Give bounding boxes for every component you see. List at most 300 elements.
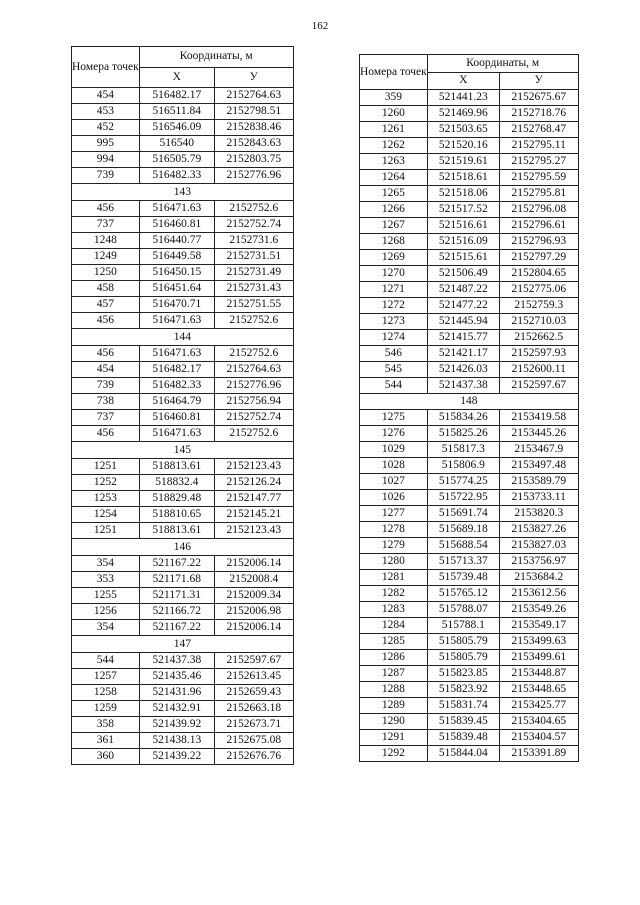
coord-y: 2152731.43 — [214, 281, 293, 297]
coord-y: 2152008.4 — [214, 572, 293, 588]
point-number: 1285 — [360, 634, 428, 650]
coord-y: 2152675.08 — [214, 733, 293, 749]
coord-y: 2152795.81 — [499, 186, 578, 202]
coord-x: 515691.74 — [427, 506, 499, 522]
coord-y: 2152006.98 — [214, 604, 293, 620]
coord-x: 516482.33 — [139, 378, 214, 394]
point-number: 1256 — [72, 604, 140, 620]
coord-y: 2153404.57 — [499, 730, 578, 746]
table-row — [360, 554, 579, 570]
table-row — [72, 249, 294, 265]
coord-x: 521435.46 — [139, 669, 214, 685]
coord-y: 2152662.5 — [499, 330, 578, 346]
coord-x: 515823.92 — [427, 682, 499, 698]
point-number: 1255 — [72, 588, 140, 604]
point-number: 1268 — [360, 234, 428, 250]
coord-x: 521421.17 — [427, 346, 499, 362]
point-number: 1276 — [360, 426, 428, 442]
table-row — [72, 297, 294, 313]
group-label: 147 — [72, 636, 294, 653]
coord-y: 2152768.47 — [499, 122, 578, 138]
table-row — [360, 138, 579, 154]
point-number: 1281 — [360, 570, 428, 586]
point-number: 994 — [72, 152, 140, 168]
coord-y: 2152795.11 — [499, 138, 578, 154]
point-number: 739 — [72, 168, 140, 184]
coord-x: 516482.17 — [139, 362, 214, 378]
coord-x: 521166.72 — [139, 604, 214, 620]
coord-x: 521518.61 — [427, 170, 499, 186]
coord-x: 516464.79 — [139, 394, 214, 410]
table-row — [360, 602, 579, 618]
coord-x: 521445.94 — [427, 314, 499, 330]
coord-x: 521520.16 — [427, 138, 499, 154]
coord-y: 2152838.46 — [214, 120, 293, 136]
point-number: 359 — [360, 90, 428, 106]
point-number: 1251 — [72, 523, 140, 539]
coord-y: 2153589.79 — [499, 474, 578, 490]
coordinates-table-left — [71, 46, 294, 765]
coord-x: 516511.84 — [139, 104, 214, 120]
point-number: 1253 — [72, 491, 140, 507]
point-number: 457 — [72, 297, 140, 313]
point-number: 1248 — [72, 233, 140, 249]
coord-y: 2152776.96 — [214, 168, 293, 184]
coord-y: 2153448.65 — [499, 682, 578, 698]
table-row — [360, 122, 579, 138]
coord-x: 521506.49 — [427, 266, 499, 282]
table-row — [72, 88, 294, 104]
point-number: 454 — [72, 88, 140, 104]
table-row — [360, 634, 579, 650]
point-number: 354 — [72, 620, 140, 636]
coord-x: 515839.45 — [427, 714, 499, 730]
table-row — [360, 90, 579, 106]
point-number: 1263 — [360, 154, 428, 170]
table-row — [72, 604, 294, 620]
group-row — [72, 539, 294, 556]
coord-y: 2152752.6 — [214, 201, 293, 217]
coord-x: 516471.63 — [139, 426, 214, 442]
coord-y: 2153733.11 — [499, 490, 578, 506]
point-number: 1289 — [360, 698, 428, 714]
table-row — [360, 506, 579, 522]
coord-x: 521517.52 — [427, 202, 499, 218]
coord-x: 515825.26 — [427, 426, 499, 442]
table-row — [72, 104, 294, 120]
table-row — [360, 730, 579, 746]
coord-x: 515713.37 — [427, 554, 499, 570]
table-row — [72, 620, 294, 636]
table-row — [72, 475, 294, 491]
coord-y: 2152764.63 — [214, 362, 293, 378]
point-number: 358 — [72, 717, 140, 733]
table-row — [360, 186, 579, 202]
coord-x: 516471.63 — [139, 313, 214, 329]
point-number: 1250 — [72, 265, 140, 281]
coord-y: 2152752.6 — [214, 313, 293, 329]
coord-y: 2152752.74 — [214, 217, 293, 233]
point-number: 452 — [72, 120, 140, 136]
table-row — [72, 588, 294, 604]
coord-y: 2152613.45 — [214, 669, 293, 685]
point-number: 1290 — [360, 714, 428, 730]
point-number: 1257 — [72, 669, 140, 685]
table-row — [72, 362, 294, 378]
point-number: 456 — [72, 426, 140, 442]
coord-y: 2153419.58 — [499, 410, 578, 426]
coord-x: 521167.22 — [139, 556, 214, 572]
coord-x: 516470.71 — [139, 297, 214, 313]
coord-x: 521171.68 — [139, 572, 214, 588]
point-number: 1279 — [360, 538, 428, 554]
table-row — [72, 733, 294, 749]
table-row — [72, 459, 294, 475]
coord-y: 2152597.67 — [499, 378, 578, 394]
coord-y: 2152731.49 — [214, 265, 293, 281]
table-row — [72, 394, 294, 410]
coord-y: 2152804.65 — [499, 266, 578, 282]
point-number: 456 — [72, 313, 140, 329]
coord-x: 516505.79 — [139, 152, 214, 168]
table-row — [72, 701, 294, 717]
header-point-numbers: Номера точек — [360, 55, 428, 90]
point-number: 458 — [72, 281, 140, 297]
point-number: 739 — [72, 378, 140, 394]
coord-x: 515688.54 — [427, 538, 499, 554]
point-number: 1258 — [72, 685, 140, 701]
table-row — [360, 650, 579, 666]
point-number: 545 — [360, 362, 428, 378]
table-row — [360, 426, 579, 442]
group-row — [360, 394, 579, 410]
point-number: 1271 — [360, 282, 428, 298]
coord-x: 518829.48 — [139, 491, 214, 507]
table-row — [72, 669, 294, 685]
coord-x: 521171.31 — [139, 588, 214, 604]
point-number: 1264 — [360, 170, 428, 186]
coord-y: 2152126.24 — [214, 475, 293, 491]
table-row — [72, 281, 294, 297]
point-number: 1291 — [360, 730, 428, 746]
table-row — [360, 266, 579, 282]
coord-y: 2152123.43 — [214, 459, 293, 475]
table-row — [72, 653, 294, 669]
table-row — [72, 717, 294, 733]
coord-x: 515805.79 — [427, 634, 499, 650]
table-row — [360, 330, 579, 346]
coord-x: 515844.04 — [427, 746, 499, 762]
table-row — [72, 233, 294, 249]
coord-y: 2153827.26 — [499, 522, 578, 538]
table-row — [360, 474, 579, 490]
table-row — [360, 698, 579, 714]
coord-x: 515823.85 — [427, 666, 499, 682]
coord-x: 516540 — [139, 136, 214, 152]
coord-x: 521167.22 — [139, 620, 214, 636]
table-row — [360, 170, 579, 186]
coord-y: 2152731.6 — [214, 233, 293, 249]
table-row — [360, 490, 579, 506]
coord-y: 2152796.93 — [499, 234, 578, 250]
coord-x: 516449.58 — [139, 249, 214, 265]
coord-y: 2153612.56 — [499, 586, 578, 602]
coord-y: 2153756.97 — [499, 554, 578, 570]
point-number: 1026 — [360, 490, 428, 506]
header-x: X — [139, 67, 214, 88]
coord-x: 518810.65 — [139, 507, 214, 523]
page-number: 162 — [311, 20, 329, 32]
coord-y: 2153467.9 — [499, 442, 578, 458]
coord-x: 515788.1 — [427, 618, 499, 634]
table-row — [72, 507, 294, 523]
point-number: 1282 — [360, 586, 428, 602]
coord-y: 2152798.51 — [214, 104, 293, 120]
coord-y: 2153425.77 — [499, 698, 578, 714]
coord-x: 515805.79 — [427, 650, 499, 666]
header-y: У — [214, 67, 293, 88]
coord-y: 2153499.63 — [499, 634, 578, 650]
coord-y: 2152756.94 — [214, 394, 293, 410]
coord-y: 2153684.2 — [499, 570, 578, 586]
point-number: 1262 — [360, 138, 428, 154]
table-row — [72, 685, 294, 701]
coord-y: 2153445.26 — [499, 426, 578, 442]
coord-y: 2152147.77 — [214, 491, 293, 507]
group-label: 145 — [72, 442, 294, 459]
table-row — [360, 282, 579, 298]
coord-y: 2152123.43 — [214, 523, 293, 539]
point-number: 1254 — [72, 507, 140, 523]
coord-y: 2152759.3 — [499, 298, 578, 314]
coord-x: 515689.18 — [427, 522, 499, 538]
table-row — [360, 218, 579, 234]
point-number: 1261 — [360, 122, 428, 138]
point-number: 1027 — [360, 474, 428, 490]
coord-x: 515722.95 — [427, 490, 499, 506]
coord-x: 516482.33 — [139, 168, 214, 184]
point-number: 546 — [360, 346, 428, 362]
coord-y: 2152145.21 — [214, 507, 293, 523]
coord-x: 521469.96 — [427, 106, 499, 122]
group-row — [72, 636, 294, 653]
coord-x: 516546.09 — [139, 120, 214, 136]
table-row — [72, 523, 294, 539]
header-point-numbers: Номера точек — [72, 47, 140, 88]
coord-x: 516440.77 — [139, 233, 214, 249]
coord-x: 516450.15 — [139, 265, 214, 281]
point-number: 1277 — [360, 506, 428, 522]
point-number: 456 — [72, 201, 140, 217]
coord-y: 2152752.6 — [214, 346, 293, 362]
point-number: 1251 — [72, 459, 140, 475]
coord-y: 2152009.34 — [214, 588, 293, 604]
coord-y: 2152006.14 — [214, 556, 293, 572]
coord-y: 2153827.03 — [499, 538, 578, 554]
coord-y: 2152676.76 — [214, 749, 293, 765]
coord-y: 2152710.03 — [499, 314, 578, 330]
point-number: 1286 — [360, 650, 428, 666]
coord-y: 2152718.76 — [499, 106, 578, 122]
table-body-left — [72, 88, 294, 765]
coord-y: 2152751.55 — [214, 297, 293, 313]
coord-x: 521441.23 — [427, 90, 499, 106]
coord-x: 521437.38 — [427, 378, 499, 394]
coord-y: 2152843.63 — [214, 136, 293, 152]
group-label: 146 — [72, 539, 294, 556]
coord-y: 2152663.18 — [214, 701, 293, 717]
table-row — [72, 410, 294, 426]
table-row — [360, 410, 579, 426]
coord-x: 521518.06 — [427, 186, 499, 202]
point-number: 1260 — [360, 106, 428, 122]
point-number: 1269 — [360, 250, 428, 266]
point-number: 738 — [72, 394, 140, 410]
point-number: 1265 — [360, 186, 428, 202]
coord-y: 2152796.08 — [499, 202, 578, 218]
coord-y: 2152775.06 — [499, 282, 578, 298]
table-row — [360, 106, 579, 122]
point-number: 1287 — [360, 666, 428, 682]
table-row — [360, 250, 579, 266]
coord-x: 521519.61 — [427, 154, 499, 170]
coord-y: 2153499.61 — [499, 650, 578, 666]
header-coordinates: Координаты, м — [139, 47, 293, 68]
coord-y: 2152659.43 — [214, 685, 293, 701]
coord-x: 515774.25 — [427, 474, 499, 490]
table-row — [72, 346, 294, 362]
coord-x: 521438.13 — [139, 733, 214, 749]
table-row — [360, 522, 579, 538]
point-number: 1273 — [360, 314, 428, 330]
coord-x: 521431.96 — [139, 685, 214, 701]
table-row — [360, 538, 579, 554]
point-number: 1266 — [360, 202, 428, 218]
coord-y: 2153448.87 — [499, 666, 578, 682]
coord-y: 2152597.67 — [214, 653, 293, 669]
table-row — [72, 313, 294, 329]
coord-x: 521439.22 — [139, 749, 214, 765]
coord-x: 521432.91 — [139, 701, 214, 717]
point-number: 1274 — [360, 330, 428, 346]
point-number: 1249 — [72, 249, 140, 265]
table-row — [72, 168, 294, 184]
coord-x: 515839.48 — [427, 730, 499, 746]
coord-x: 515817.3 — [427, 442, 499, 458]
point-number: 1280 — [360, 554, 428, 570]
coord-y: 2152006.14 — [214, 620, 293, 636]
point-number: 453 — [72, 104, 140, 120]
table-row — [72, 201, 294, 217]
coord-x: 515806.9 — [427, 458, 499, 474]
group-row — [72, 329, 294, 346]
coord-y: 2152731.51 — [214, 249, 293, 265]
table-row — [360, 586, 579, 602]
coord-y: 2152797.29 — [499, 250, 578, 266]
point-number: 544 — [360, 378, 428, 394]
table-row — [72, 749, 294, 765]
point-number: 1259 — [72, 701, 140, 717]
table-row — [72, 120, 294, 136]
coord-x: 516460.81 — [139, 217, 214, 233]
table-row — [360, 746, 579, 762]
point-number: 1272 — [360, 298, 428, 314]
table-row — [360, 682, 579, 698]
group-label: 143 — [72, 184, 294, 201]
point-number: 1292 — [360, 746, 428, 762]
point-number: 454 — [72, 362, 140, 378]
coord-y: 2153497.48 — [499, 458, 578, 474]
table-row — [72, 152, 294, 168]
point-number: 1278 — [360, 522, 428, 538]
group-row — [72, 442, 294, 459]
coord-x: 521426.03 — [427, 362, 499, 378]
table-row — [72, 556, 294, 572]
group-row — [72, 184, 294, 201]
table-row — [360, 154, 579, 170]
point-number: 361 — [72, 733, 140, 749]
coord-x: 521487.22 — [427, 282, 499, 298]
coord-y: 2153404.65 — [499, 714, 578, 730]
group-label: 148 — [360, 394, 579, 410]
point-number: 353 — [72, 572, 140, 588]
header-coordinates: Координаты, м — [427, 55, 578, 73]
table-row — [360, 362, 579, 378]
coord-x: 515765.12 — [427, 586, 499, 602]
point-number: 1028 — [360, 458, 428, 474]
table-row — [72, 136, 294, 152]
table-row — [72, 426, 294, 442]
coord-y: 2152752.74 — [214, 410, 293, 426]
table-row — [72, 378, 294, 394]
point-number: 1288 — [360, 682, 428, 698]
coord-y: 2152600.11 — [499, 362, 578, 378]
point-number: 1283 — [360, 602, 428, 618]
coord-y: 2152752.6 — [214, 426, 293, 442]
table-row — [72, 491, 294, 507]
table-row — [360, 618, 579, 634]
point-number: 737 — [72, 410, 140, 426]
coord-x: 515739.48 — [427, 570, 499, 586]
point-number: 1252 — [72, 475, 140, 491]
table-body-right — [360, 90, 579, 762]
table-row — [360, 298, 579, 314]
table-row — [72, 265, 294, 281]
point-number: 1029 — [360, 442, 428, 458]
coord-x: 518832.4 — [139, 475, 214, 491]
point-number: 360 — [72, 749, 140, 765]
coord-x: 516471.63 — [139, 346, 214, 362]
coord-x: 515831.74 — [427, 698, 499, 714]
coord-x: 521439.92 — [139, 717, 214, 733]
coord-x: 521516.09 — [427, 234, 499, 250]
coord-y: 2152796.61 — [499, 218, 578, 234]
coord-x: 516471.63 — [139, 201, 214, 217]
coord-x: 516451.64 — [139, 281, 214, 297]
point-number: 1270 — [360, 266, 428, 282]
coord-x: 521503.65 — [427, 122, 499, 138]
coordinates-table-right — [359, 54, 579, 762]
point-number: 456 — [72, 346, 140, 362]
coord-x: 515834.26 — [427, 410, 499, 426]
table-row — [360, 378, 579, 394]
table-row — [360, 314, 579, 330]
header-x: X — [427, 72, 499, 90]
coord-y: 2153549.17 — [499, 618, 578, 634]
coord-y: 2152776.96 — [214, 378, 293, 394]
table-row — [360, 202, 579, 218]
coord-x: 521515.61 — [427, 250, 499, 266]
